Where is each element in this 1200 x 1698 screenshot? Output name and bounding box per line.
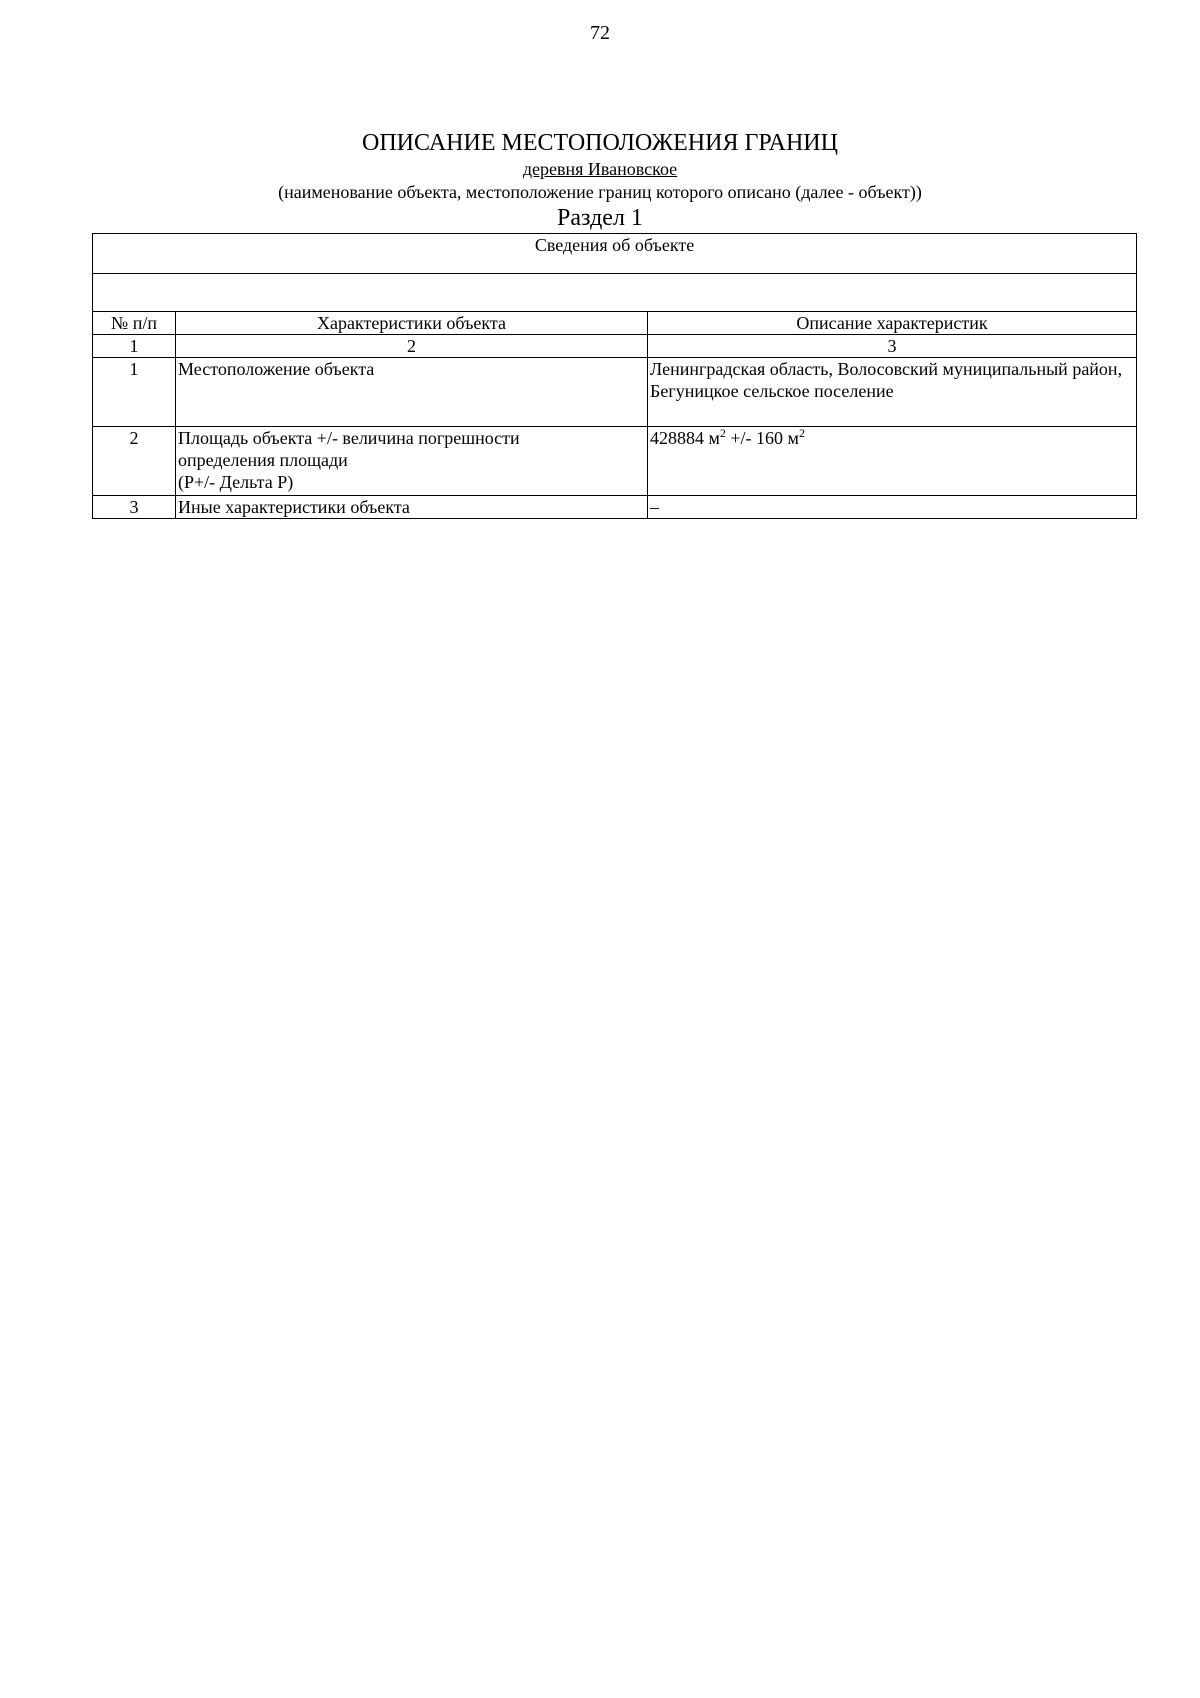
row-description: – bbox=[648, 496, 1137, 519]
row-description bbox=[648, 427, 1137, 496]
row-characteristic: Местоположение объекта bbox=[176, 358, 648, 427]
object-caption: (наименование объекта, местоположение границ которого описано (далее - объект)) bbox=[278, 182, 922, 202]
empty-cell bbox=[93, 274, 1137, 312]
header-num: № п/п bbox=[93, 312, 176, 335]
table-row bbox=[93, 358, 1137, 427]
object-name: деревня Ивановское bbox=[522, 159, 678, 179]
index-1: 1 bbox=[93, 335, 176, 358]
document-header bbox=[0, 128, 1200, 232]
area-error: +/- 160 м bbox=[725, 428, 799, 448]
row-num: 3 bbox=[93, 496, 176, 519]
table-caption: Сведения об объекте bbox=[93, 234, 1137, 274]
row-characteristic bbox=[176, 427, 648, 496]
header-characteristic: Характеристики объекта bbox=[176, 312, 648, 335]
row-description: Ленинградская область, Волосовский муниципальный район, Бегуницкое сельское поселение bbox=[648, 358, 1137, 427]
area-error-unit-sup: 2 bbox=[798, 426, 805, 440]
header-description: Описание характеристик bbox=[648, 312, 1137, 335]
row-characteristic: Иные характеристики объекта bbox=[176, 496, 648, 519]
characteristic-line: Площадь объекта +/- величина погрешности bbox=[178, 428, 520, 448]
section-title: Раздел 1 bbox=[557, 205, 643, 231]
area-unit-sup: 2 bbox=[719, 426, 726, 440]
table-row bbox=[93, 496, 1137, 519]
area-value: 428884 м bbox=[650, 428, 720, 448]
index-3: 3 bbox=[648, 335, 1137, 358]
document-title: ОПИСАНИЕ МЕСТОПОЛОЖЕНИЯ ГРАНИЦ bbox=[362, 130, 838, 156]
row-num: 1 bbox=[93, 358, 176, 427]
table-index-row bbox=[93, 335, 1137, 358]
table-empty-row bbox=[93, 274, 1137, 312]
row-num: 2 bbox=[93, 427, 176, 496]
table-row bbox=[93, 427, 1137, 496]
table-caption-row bbox=[93, 234, 1137, 274]
index-2: 2 bbox=[176, 335, 648, 358]
object-info-table bbox=[92, 233, 1137, 519]
characteristic-line: (P+/- Дельта P) bbox=[178, 472, 294, 492]
characteristic-line: определения площади bbox=[178, 450, 348, 470]
page-number: 72 bbox=[590, 22, 610, 44]
table-header-row bbox=[93, 312, 1137, 335]
